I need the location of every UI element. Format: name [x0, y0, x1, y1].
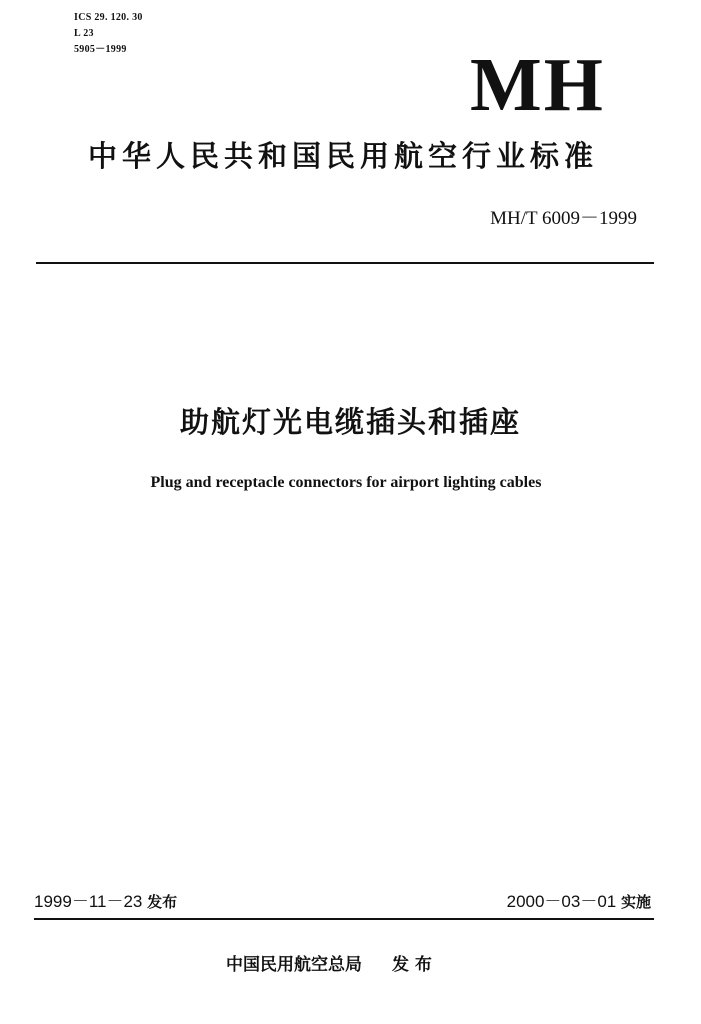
class-code: L 23 — [74, 28, 94, 39]
classification-codes — [74, 10, 143, 58]
document-title-english: Plug and receptacle connectors for airport lighting cables — [150, 474, 542, 491]
header-divider — [36, 262, 654, 264]
effective-date-line — [507, 890, 651, 914]
filing-number: 5905－1999 — [74, 44, 127, 55]
issuer-line — [226, 952, 432, 978]
effective-label: 实施 — [620, 893, 651, 911]
standard-mark: MH — [470, 43, 605, 127]
issuer-action: 发 布 — [392, 955, 432, 975]
issue-date: 1999－11－23 — [34, 892, 143, 911]
issue-label: 发布 — [147, 893, 178, 911]
document-title-chinese: 助航灯光电缆插头和插座 — [179, 405, 521, 439]
ics-code: ICS 29. 120. 30 — [74, 12, 143, 23]
issue-date-line — [34, 890, 177, 914]
standard-number: MH/T 6009－1999 — [490, 208, 637, 229]
issuer-name: 中国民用航空总局 — [226, 955, 362, 975]
effective-date: 2000－03－01 — [506, 892, 617, 911]
footer-divider — [34, 918, 654, 920]
organization-title: 中华人民共和国民用航空行业标准 — [88, 139, 599, 173]
